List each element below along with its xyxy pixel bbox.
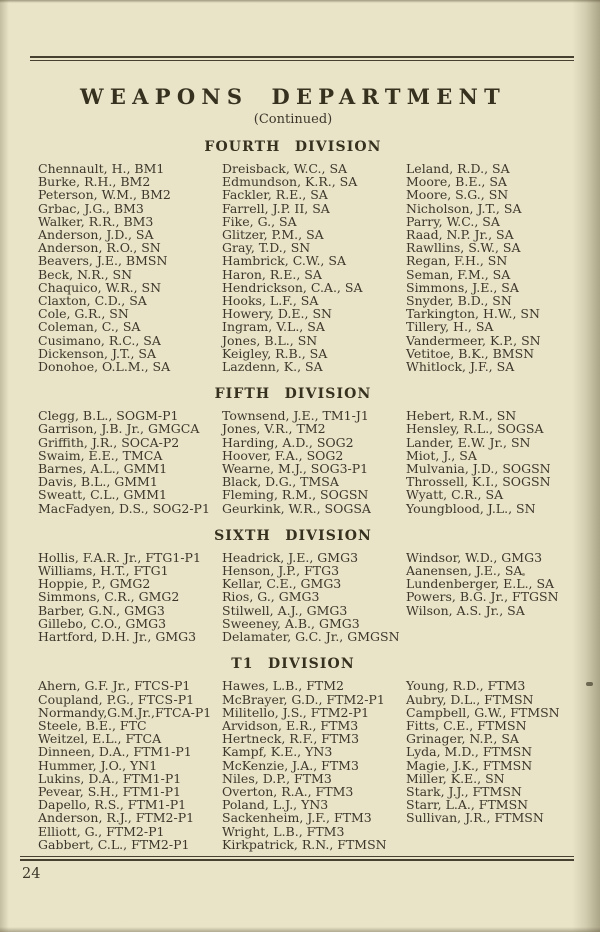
division-heading: T1 DIVISION [231,656,355,673]
roster-entry: Stark, J.J., FTMSN [406,783,522,799]
roster-entry: Pevear, S.H., FTM1-P1 [38,783,181,799]
roster-column [222,679,406,851]
roster-column [406,679,600,851]
roster-entry: Sweeney, A.B., GMG3 [222,615,360,631]
roster-entry: Kellar, C.E., GMG3 [222,576,342,592]
roster-entry: Headrick, J.E., GMG3 [222,549,359,565]
bottom-double-rule [20,856,574,861]
roster-entry: Militello, J.S., FTM2-P1 [222,704,370,720]
roster-column [406,409,600,515]
roster-entry: Windsor, W.D., GMG3 [406,549,543,565]
roster-entry: Sullivan, J.R., FTMSN [406,810,544,826]
roster-entry: Campbell, G.W., FTMSN [406,704,560,720]
roster-entry: Youngblood, J.L., SN [406,500,536,516]
roster-entry: Lundenberger, E.L., SA [406,576,555,592]
roster-entry: Wright, L.B., FTM3 [222,823,345,839]
roster-entry: Aubry, D.L., FTMSN [406,691,534,707]
roster-entry: Henson, J.P., FTG3 [222,563,340,579]
roster-entry: Leland, R.D., SA [406,161,510,176]
roster-entry: Hendrickson, C.A., SA [222,279,363,295]
roster-entry: Magie, J.K., FTMSN [406,757,533,773]
roster-entry: Vandermeer, K.P., SN [406,332,541,348]
roster-entry: Kirkpatrick, R.N., FTMSN [222,836,387,852]
roster-entry: Jones, B.L., SN [222,332,318,348]
roster-entry: Lyda, M.D., FTMSN [406,744,533,760]
roster-entry: Overton, R.A., FTM3 [222,783,354,799]
roster-entry: Stilwell, A.J., GMG3 [222,602,348,618]
roster-entry: Hollis, F.A.R. Jr., FTG1-P1 [38,549,201,565]
roster-entry: Normandy,G.M.Jr.,FTCA-P1 [38,704,212,720]
roster-entry: Hebert, R.M., SN [406,408,517,424]
roster-entry: Miller, K.E., SN [406,770,505,786]
roster-entry: Hambrick, C.W., SA [222,253,346,269]
ink-speck [586,682,593,686]
roster-entry: Lander, E.W. Jr., SN [406,434,531,450]
roster-entry: Arvidson, E.R., FTM3 [222,717,359,733]
division-columns [38,162,600,373]
roster-entry: Seman, F.M., SA [406,266,511,282]
roster-entry: Clegg, B.L., SOGM-P1 [38,408,179,424]
roster-entry: Delamater, G.C. Jr., GMGSN [222,629,400,645]
roster-entry: Howery, D.E., SN [222,306,332,322]
roster-entry: Steele, B.E., FTC [38,717,147,733]
roster-entry: Simmons, J.E., SA [406,279,519,295]
division-heading: FOURTH DIVISION [204,139,382,155]
roster-entry: Mulvania, J.D., SOGSN [406,461,551,477]
roster-entry: Davis, B.L., GMM1 [38,474,158,490]
roster-entry: Swaim, E.E., TMCA [38,447,163,463]
roster-entry: Hoppie, P., GMG2 [38,576,151,592]
roster-entry: Anderson, J.D., SA [38,227,154,243]
roster-entry: Coleman, C., SA [38,319,141,335]
division-section [0,656,600,851]
roster-entry: Regan, F.H., SN [406,253,508,269]
roster-entry: Gray, T.D., SN [222,240,311,256]
page-subtitle: (Continued) [253,112,333,127]
roster-entry: Grinager, N.P., SA [406,731,519,747]
roster-entry: Coupland, P.G., FTCS-P1 [38,691,195,707]
roster-entry: MacFadyen, D.S., SOG2-P1 [38,500,210,516]
roster-entry: Barber, G.N., GMG3 [38,602,165,618]
roster-entry: Dreisback, W.C., SA [222,161,348,176]
roster-entry: Rios, G., GMG3 [222,589,320,605]
roster-entry: Hoover, F.A., SOG2 [222,447,344,463]
roster-entry: Geurkink, W.R., SOGSA [222,500,371,516]
roster-entry: Hertneck, R.F., FTM3 [222,731,360,747]
roster-entry: Williams, H.T., FTG1 [38,563,169,579]
division-columns [38,551,600,643]
division-heading: SIXTH DIVISION [214,527,372,544]
roster-entry: Aanensen, J.E., SA [406,563,523,579]
roster-column [38,679,222,851]
roster-entry: McKenzie, J.A., FTM3 [222,757,359,773]
roster-entry: Fackler, R.E., SA [222,187,328,203]
roster-entry: Beavers, J.E., BMSN [38,253,168,269]
roster-entry: Glitzer, P.M., SA [222,227,324,243]
roster-entry: Powers, B.G. Jr., FTGSN [406,589,559,605]
roster-entry: Moore, B.E., SA [406,174,507,190]
division-heading: FIFTH DIVISION [214,386,372,403]
division-section [0,386,600,515]
roster-entry: Donohoe, O.L.M., SA [38,359,171,375]
divisions-container [0,139,600,851]
roster-entry: Haron, R.E., SA [222,266,322,282]
roster-entry: Fleming, R.M., SOGSN [222,487,369,503]
roster-entry: Moore, S.G., SN [406,187,509,203]
roster-entry: Anderson, R.J., FTM2-P1 [38,810,195,826]
roster-column [38,551,222,643]
roster-entry: Sackenheim, J.F., FTM3 [222,810,372,826]
roster-entry: Miot, J., SA [406,447,477,463]
roster-entry: Barnes, A.L., GMM1 [38,461,168,477]
roster-column [38,162,222,373]
roster-entry: Claxton, C.D., SA [38,293,147,309]
roster-entry: Dapello, R.S., FTM1-P1 [38,797,187,813]
division-section [0,528,600,643]
roster-entry: Keigley, R.B., SA [222,345,328,361]
roster-entry: Lukins, D.A., FTM1-P1 [38,770,182,786]
roster-entry: Rawllins, S.W., SA [406,240,521,256]
roster-column [38,409,222,515]
roster-entry: McBrayer, G.D., FTM2-P1 [222,691,385,707]
roster-entry: Ahern, G.F. Jr., FTCS-P1 [38,678,191,694]
roster-entry: Starr, L.A., FTMSN [406,797,529,813]
roster-entry: Weitzel, E.L., FTCA [38,731,162,747]
roster-entry: Hensley, R.L., SOGSA [406,421,544,437]
roster-entry: Nicholson, J.T., SA [406,200,522,216]
roster-entry: Townsend, J.E., TM1-J1 [222,408,369,424]
roster-entry: Harding, A.D., SOG2 [222,434,354,450]
roster-entry: Farrell, J.P. II, SA [222,200,330,216]
roster-entry: Ingram, V.L., SA [222,319,325,335]
roster-entry: Chennault, H., BM1 [38,161,165,176]
roster-entry: Dickenson, J.T., SA [38,345,157,361]
roster-entry: Grbac, J.G., BM3 [38,200,144,216]
roster-entry: Dinneen, D.A., FTM1-P1 [38,744,192,760]
roster-entry: Simmons, C.R., GMG2 [38,589,180,605]
roster-entry: Elliott, G., FTM2-P1 [38,823,165,839]
division-section [0,139,600,373]
roster-entry: Fike, G., SA [222,213,297,229]
roster-entry: Vetitoe, B.K., BMSN [406,345,535,361]
roster-entry: Wilson, A.S. Jr., SA [406,602,525,618]
roster-entry: Sweatt, C.L., GMM1 [38,487,167,503]
roster-entry: Jones, V.R., TM2 [222,421,326,437]
roster-entry: Edmundson, K.R., SA [222,174,358,190]
roster-entry: Parry, W.C., SA [406,213,500,229]
roster-entry: Fitts, C.E., FTMSN [406,717,527,733]
roster-entry: Hawes, L.B., FTM2 [222,678,344,694]
roster-entry: Chaquico, W.R., SN [38,279,162,295]
page-number: 24 [22,866,41,882]
roster-entry: Beck, N.R., SN [38,266,133,282]
roster-entry: Lazdenn, K., SA [222,359,323,375]
roster-entry: Wearne, M.J., SOG3-P1 [222,461,369,477]
roster-entry: Burke, R.H., BM2 [38,174,151,190]
roster-entry: Black, D.G., TMSA [222,474,339,490]
roster-entry: Cole, G.R., SN [38,306,129,322]
roster-entry: Hooks, L.F., SA [222,293,319,309]
top-double-rule [30,56,574,61]
roster-column [222,162,406,373]
roster-entry: Garrison, J.B. Jr., GMGCA [38,421,200,437]
roster-entry: Walker, R.R., BM3 [38,213,154,229]
page-header [0,84,586,127]
page-title: WEAPONS DEPARTMENT [79,84,507,109]
roster-entry: Anderson, R.O., SN [38,240,161,256]
roster-column [406,162,600,373]
division-columns [38,409,600,515]
roster-entry: Tarkington, H.W., SN [406,306,540,322]
roster-entry: Poland, L.J., YN3 [222,797,329,813]
roster-entry: Whitlock, J.F., SA [406,359,515,375]
roster-entry: Gillebo, C.O., GMG3 [38,615,167,631]
roster-entry: Niles, D.P., FTM3 [222,770,332,786]
roster-column [406,551,600,643]
roster-column [222,551,406,643]
roster-entry: Gabbert, C.L., FTM2-P1 [38,836,190,852]
roster-column [222,409,406,515]
roster-entry: Hartford, D.H. Jr., GMG3 [38,629,197,645]
roster-entry: Snyder, B.D., SN [406,293,512,309]
roster-entry: Wyatt, C.R., SA [406,487,504,503]
roster-entry: Raad, N.P. Jr., SA [406,227,514,243]
division-columns [38,679,600,851]
roster-entry: Kampf, K.E., YN3 [222,744,333,760]
ink-speck [522,573,525,576]
roster-entry: Hummer, J.O., YN1 [38,757,158,773]
roster-entry: Griffith, J.R., SOCA-P2 [38,434,180,450]
roster-entry: Cusimano, R.C., SA [38,332,161,348]
roster-entry: Tillery, H., SA [406,319,494,335]
roster-entry: Young, R.D., FTM3 [406,678,526,694]
roster-entry: Peterson, W.M., BM2 [38,187,171,203]
roster-entry: Throssell, K.I., SOGSN [406,474,551,490]
